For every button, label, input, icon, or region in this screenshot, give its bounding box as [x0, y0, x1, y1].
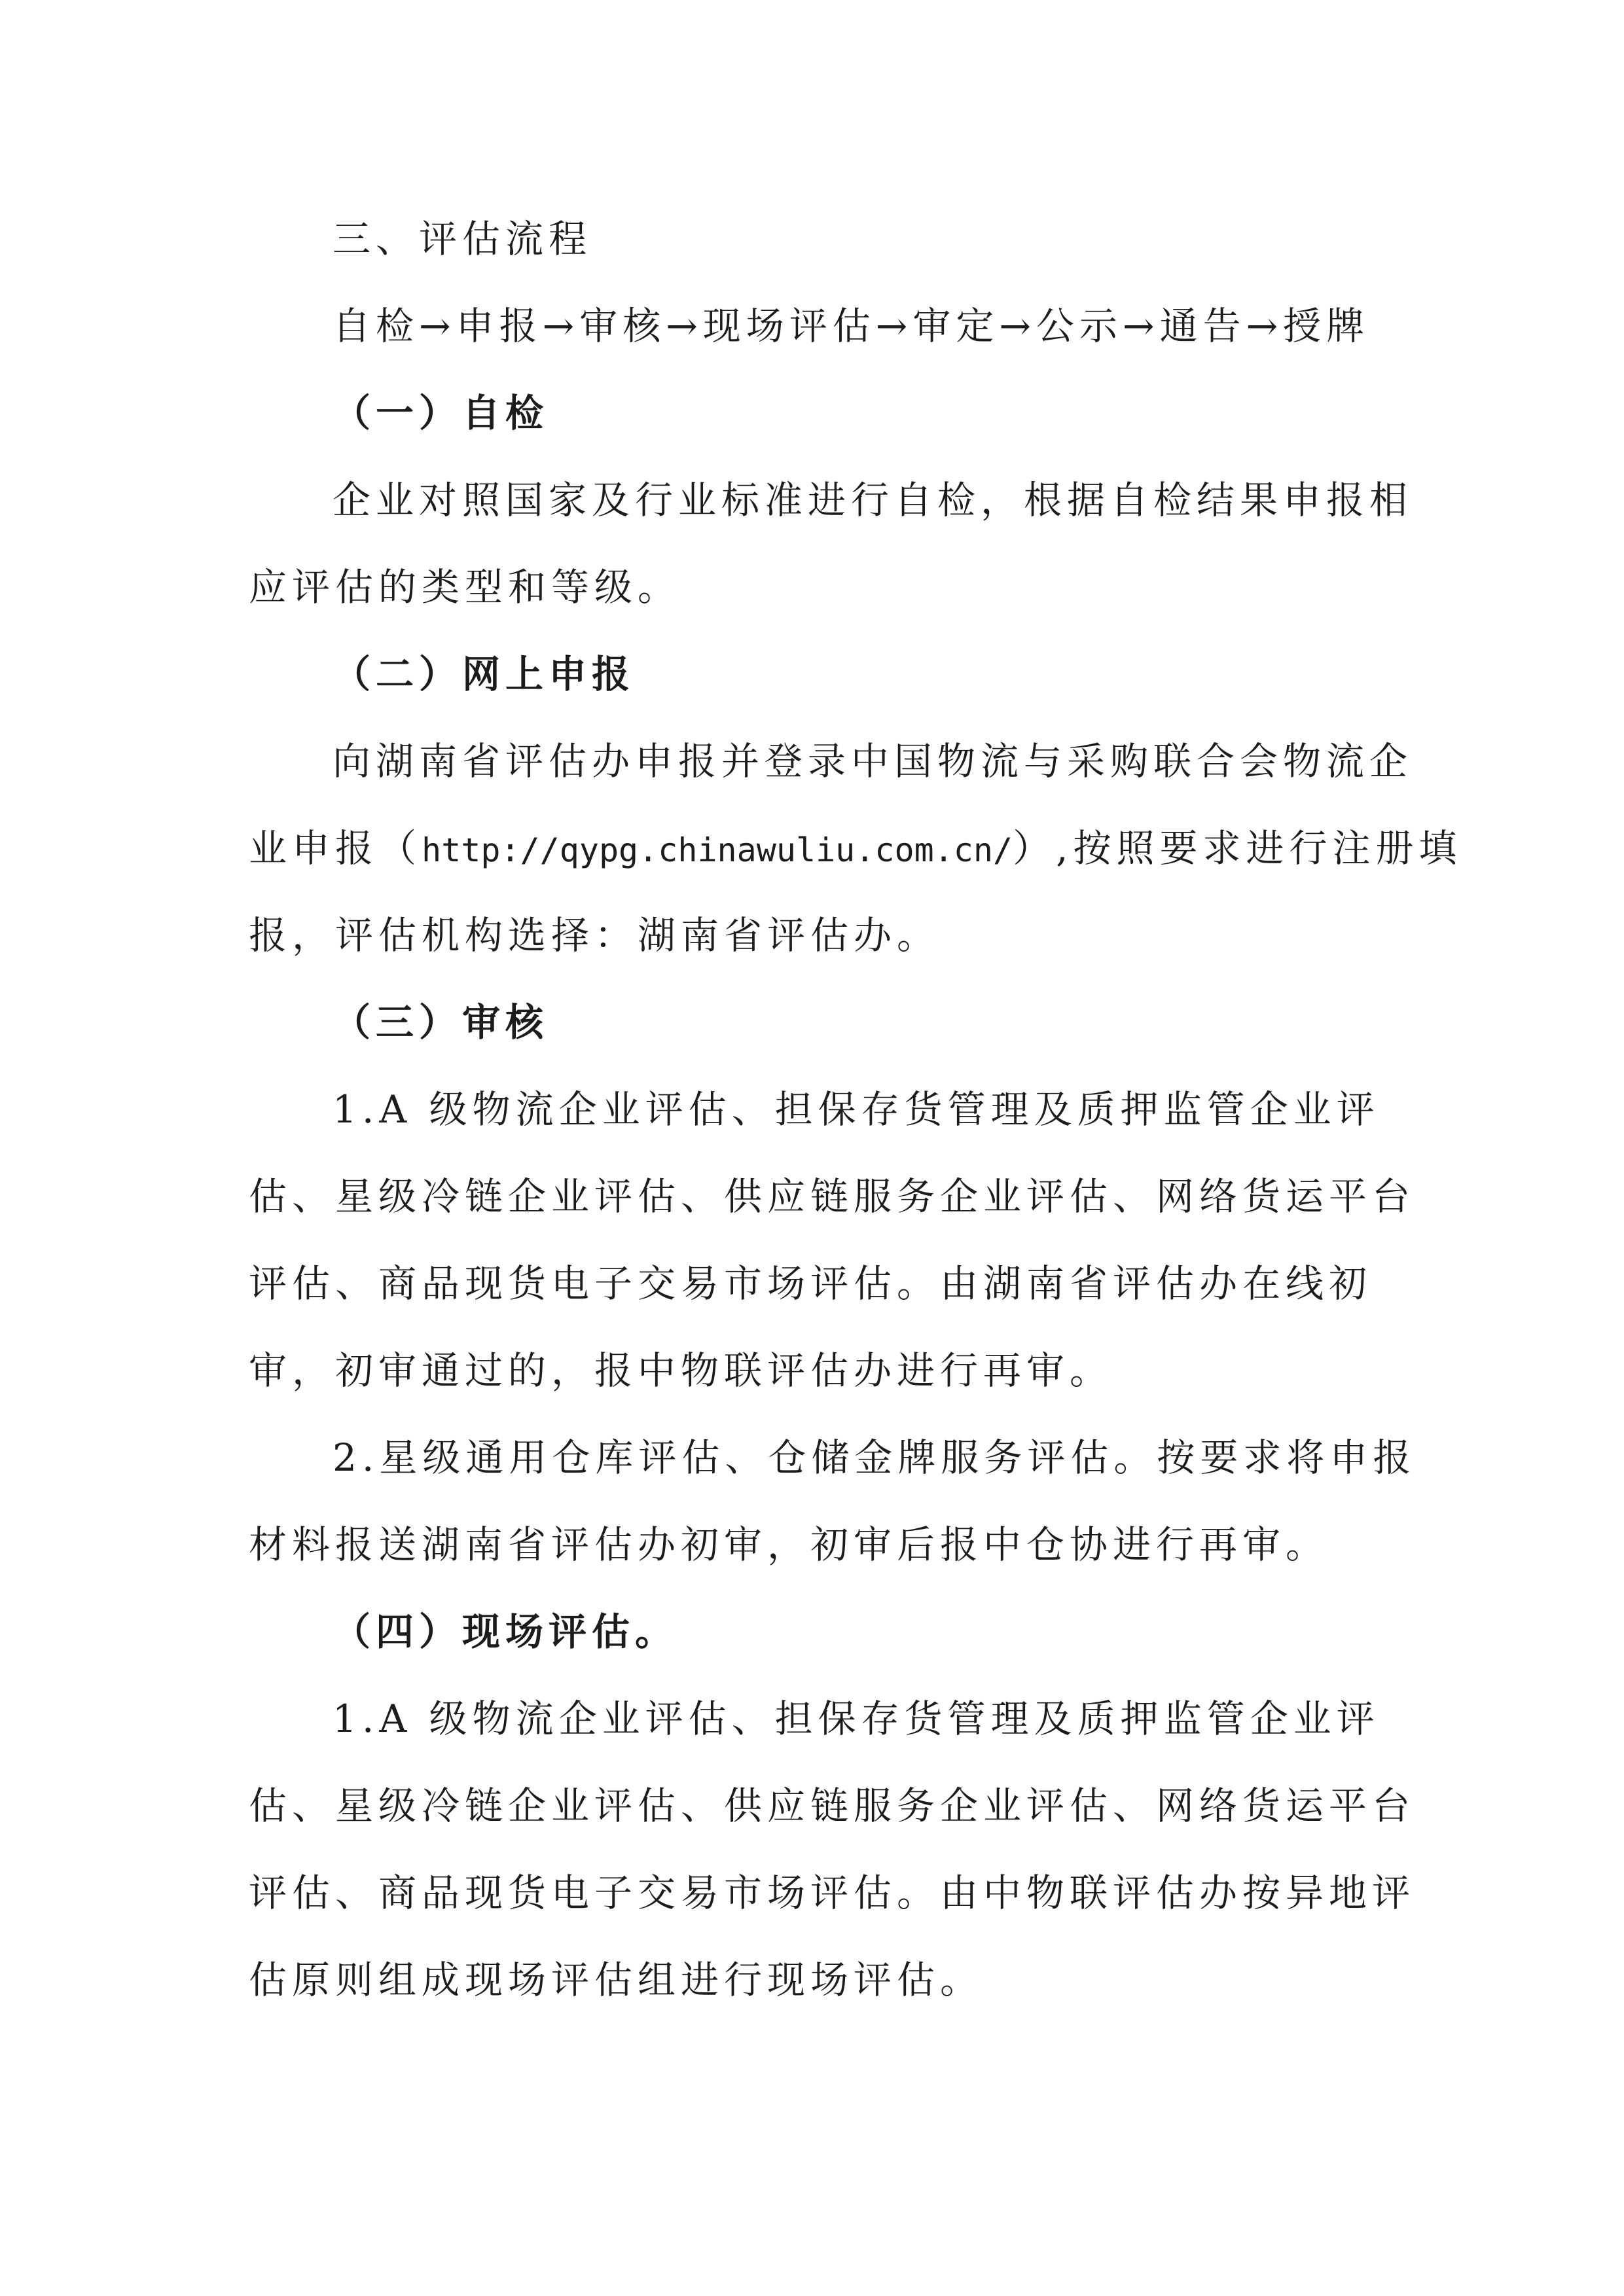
paragraph-line-with-url	[249, 825, 1462, 873]
flow-steps: 自检→申报→审核→现场评估→审定→公示→通告→授牌	[333, 304, 1370, 348]
paragraph-line: 审，初审通过的，报中物联评估办进行再审。	[249, 1348, 1113, 1393]
paragraph-line: 评估、商品现货电子交易市场评估。由湖南省评估办在线初	[249, 1261, 1373, 1306]
text-prefix: 业申报（	[249, 826, 422, 870]
subheading-online-apply: （二）网上申报	[333, 652, 636, 696]
paragraph-line: 估、星级冷链企业评估、供应链服务企业评估、网络货运平台	[249, 1174, 1416, 1219]
paragraph-line: 材料报送湖南省评估办初审，初审后报中仓协进行再审。	[249, 1522, 1329, 1567]
paragraph-line: 应评估的类型和等级。	[249, 565, 681, 609]
paragraph-line: 1.A 级物流企业评估、担保存货管理及质押监管企业评	[333, 1696, 1380, 1741]
text-suffix: ）,按照要求进行注册填	[1013, 826, 1462, 870]
paragraph-line: 报，评估机构选择：湖南省评估办。	[249, 913, 941, 958]
paragraph-line: 估原则组成现场评估组进行现场评估。	[249, 1958, 984, 2002]
website-link[interactable]: http://qypg.chinawuliu.com.cn/	[422, 831, 1013, 869]
paragraph-line: 1.A 级物流企业评估、担保存货管理及质押监管企业评	[333, 1087, 1380, 1132]
paragraph-line: 估、星级冷链企业评估、供应链服务企业评估、网络货运平台	[249, 1784, 1416, 1828]
section-heading: 三、评估流程	[333, 217, 592, 261]
paragraph-line: 向湖南省评估办申报并登录中国物流与采购联合会物流企	[333, 739, 1413, 783]
subheading-self-check: （一）自检	[333, 391, 549, 435]
paragraph-line: 2.星级通用仓库评估、仓储金牌服务评估。按要求将申报	[333, 1435, 1416, 1480]
paragraph-line: 评估、商品现货电子交易市场评估。由中物联评估办按异地评	[249, 1871, 1416, 1915]
subheading-onsite: （四）现场评估。	[333, 1609, 679, 1654]
subheading-review: （三）审核	[333, 1000, 549, 1045]
paragraph-line: 企业对照国家及行业标准进行自检，根据自检结果申报相	[333, 478, 1413, 522]
